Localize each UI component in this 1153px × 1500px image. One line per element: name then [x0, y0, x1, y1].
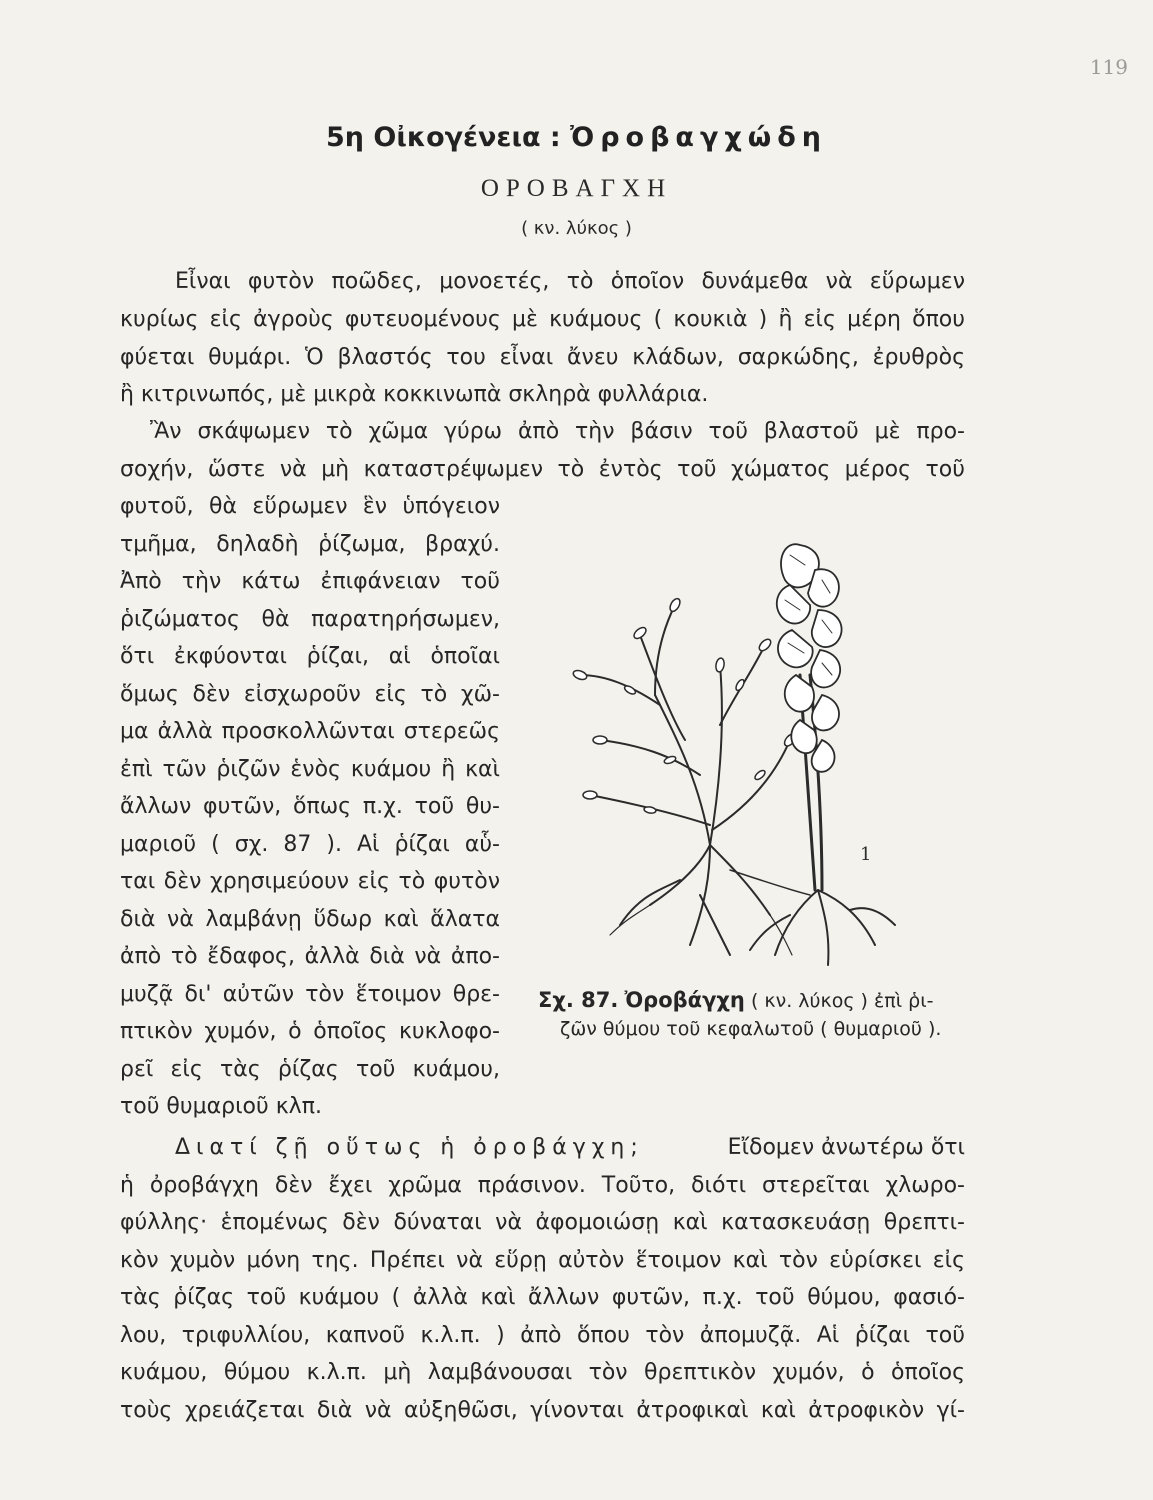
paragraph1-line: ἢ κιτρινωπός, μὲ μικρὰ κοκκινωπὰ σκληρὰ φυλλάρια.	[120, 382, 709, 407]
paragraph2-narrow-line: ρεῖ εἰς τὰς ῥίζας τοῦ κυάμου,	[120, 1057, 500, 1082]
plant-common-name: ( κν. λύκος )	[521, 218, 632, 239]
paragraph1-line: Εἶναι φυτὸν ποῶδες, μονοετές, τὸ ὁποῖον δυνάμεθα νὰ εὕρωμεν	[175, 269, 965, 294]
family-name: Ὀροβαγχώδη	[570, 122, 827, 153]
paragraph2-line: Ἂν σκάψωμεν τὸ χῶμα γύρω ἀπὸ τὴν βάσιν τοῦ βλαστοῦ μὲ προ-	[150, 419, 965, 444]
orobanche-illustration	[560, 525, 920, 970]
family-prefix: 5η Οἰκογένεια :	[326, 122, 571, 153]
paragraph2-narrow-line: διὰ νὰ λαμβάνῃ ὕδωρ καὶ ἅλατα	[120, 907, 500, 932]
figure-caption-line2: ζῶν θύμου τοῦ κεφαλωτοῦ ( θυμαριοῦ ).	[560, 1018, 942, 1040]
paragraph1-line: κυρίως εἰς ἀγροὺς φυτευομένους μὲ κυάμους ( κουκιὰ ) ἢ εἰς μέρη ὅπου	[120, 307, 965, 332]
paragraph2-narrow-line: ὅμως δὲν εἰσχωροῦν εἰς τὸ χῶ-	[120, 682, 500, 707]
paragraph2-narrow-line: ῥιζώματος θὰ παρατηρήσωμεν,	[120, 607, 500, 632]
paragraph3-first-line	[175, 1133, 965, 1163]
caption-name: Ὀροβάγχη	[624, 988, 745, 1012]
figure-label: 1	[860, 844, 872, 865]
paragraph3-question: Διατί ζῇ οὕτως ἡ ὀροβάγχη;	[175, 1135, 644, 1160]
paragraph2-narrow-line: ἐπὶ τῶν ῥιζῶν ἑνὸς κυάμου ἢ καὶ	[120, 757, 500, 782]
paragraph2-narrow-line: ὅτι ἐκφύονται ῥίζαι, αἱ ὁποῖαι	[120, 644, 500, 669]
paragraph1-line: φύεται θυμάρι. Ὁ βλαστός του εἶναι ἄνευ κλάδων, σαρκώδης, ἐρυθρὸς	[120, 345, 965, 370]
paragraph3-line: κυάμου, θύμου κ.λ.π. μὴ λαμβάνουσαι τὸν θρεπτικὸν χυμόν, ὁ ὁποῖος	[120, 1360, 965, 1385]
paragraph2-narrow-line: ἄλλων φυτῶν, ὅπως π.χ. τοῦ θυ-	[120, 794, 500, 819]
caption-text: ( κν. λύκος ) ἐπὶ ῥι-	[750, 990, 934, 1012]
caption-number: Σχ. 87.	[538, 988, 619, 1012]
paragraph3-line: λου, τριφυλλίου, καπνοῦ κ.λ.π. ) ἀπὸ ὅπου τὸν ἀπομυζᾷ. Αἱ ῥίζαι τοῦ	[120, 1323, 965, 1348]
plant-name: ΟΡΟΒΑΓΧΗ	[480, 175, 673, 202]
paragraph3-line: τοὺς χρειάζεται διὰ νὰ αὐξηθῶσι, γίνονται ἀτροφικαὶ καὶ ἀτροφικὸν γί-	[120, 1398, 965, 1423]
paragraph3-line: κὸν χυμὸν μόνη της. Πρέπει νὰ εὕρῃ αὐτὸν ἕτοιμον καὶ τὸν εὑρίσκει εἰς	[120, 1248, 965, 1273]
paragraph2-narrow-line: τοῦ θυμαριοῦ κλπ.	[120, 1094, 322, 1119]
paragraph3-line: φύλλης· ἑπομένως δὲν δύναται νὰ ἀφομοιώσῃ καὶ κατασκευάσῃ θρεπτι-	[120, 1210, 965, 1235]
page-number: 119	[1089, 55, 1128, 79]
paragraph3-line: ἡ ὀροβάγχη δὲν ἔχει χρῶμα πράσινον. Τοῦτο, διότι στερεῖται χλωρο-	[120, 1173, 965, 1198]
paragraph2-narrow-line: μαριοῦ ( σχ. 87 ). Αἱ ῥίζαι αὗ-	[120, 832, 500, 857]
paragraph2-narrow-line: Ἀπὸ τὴν κάτω ἐπιφάνειαν τοῦ	[120, 569, 500, 594]
paragraph2-narrow-line: μυζᾷ δι' αὐτῶν τὸν ἕτοιμον θρε-	[120, 982, 500, 1007]
figure-caption-line1	[538, 988, 934, 1012]
paragraph2-narrow-line: πτικὸν χυμόν, ὁ ὁποῖος κυκλοφο-	[120, 1019, 500, 1044]
paragraph3-line: τὰς ῥίζας τοῦ κυάμου ( ἀλλὰ καὶ ἄλλων φυτῶν, π.χ. τοῦ θύμου, φασιό-	[120, 1285, 965, 1310]
paragraph2-narrow-line: ται δὲν χρησιμεύουν εἰς τὸ φυτὸν	[120, 869, 500, 894]
paragraph2-narrow-line: τμῆμα, δηλαδὴ ῥίζωμα, βραχύ.	[120, 532, 500, 557]
paragraph2-narrow-line: φυτοῦ, θὰ εὕρωμεν ἓν ὑπόγειον	[120, 494, 500, 519]
paragraph2-line: σοχήν, ὥστε νὰ μὴ καταστρέψωμεν τὸ ἐντὸς τοῦ χώματος μέρος τοῦ	[120, 457, 965, 482]
paragraph2-narrow-line: μα ἀλλὰ προσκολλῶνται στερεῶς	[120, 719, 500, 744]
chapter-title	[0, 122, 1153, 153]
paragraph2-narrow-line: ἀπὸ τὸ ἔδαφος, ἀλλὰ διὰ νὰ ἀπο-	[120, 944, 500, 969]
paragraph3-first-line-rest: Εἴδομεν ἀνωτέρω ὅτι	[727, 1135, 965, 1160]
